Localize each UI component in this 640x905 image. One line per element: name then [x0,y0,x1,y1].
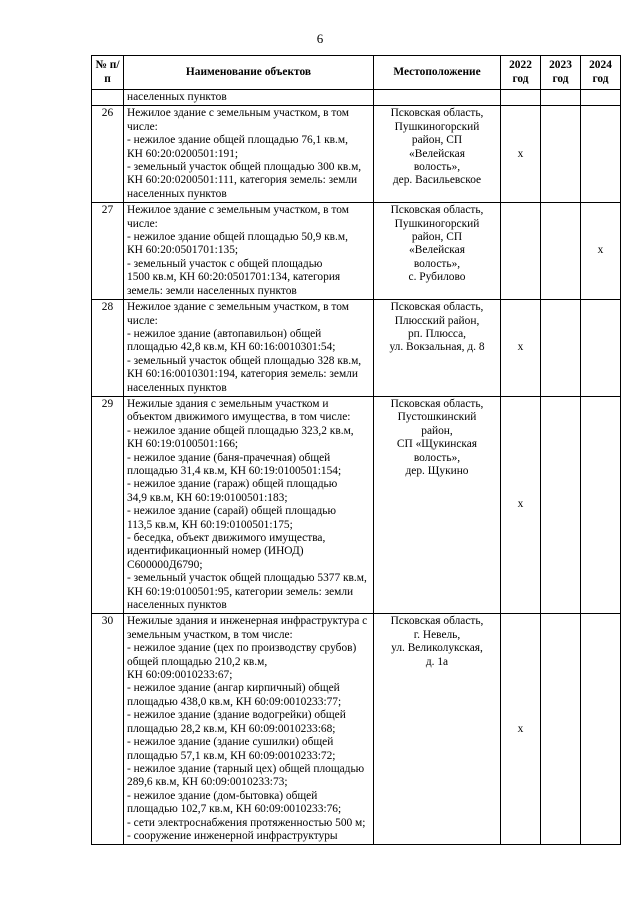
year-2023-mark [541,300,581,397]
object-name-line: КН 60:20:0200501:191; [127,147,239,160]
object-name-line: идентификационный номер (ИНОД) [127,545,304,558]
object-name-line: населенных пунктов [127,381,227,394]
object-name-line: КН 60:19:0100501:166; [127,438,239,451]
object-name-line: площадью 57,1 кв.м, КН 60:09:0010233:72; [127,749,336,762]
location-line: Псковская область, [390,397,484,410]
location-line: ул. Вокзальная, д. 8 [389,341,485,354]
object-name-line: числе: [127,314,158,327]
object-name-cell [124,614,374,845]
location-line: Псковская область, [390,615,484,628]
object-name-line: площадью 28,2 кв.м, КН 60:09:0010233:68; [127,722,336,735]
year-2023-mark [541,106,581,203]
location-cell [374,300,501,397]
location-line: Псковская область, [390,107,484,120]
row-number: 29 [92,396,124,614]
object-name-line: Нежилые здания с земельным участком и [127,397,329,410]
object-name-line: КН 60:09:0010233:67; [127,669,233,682]
location-line: Псковская область, [390,301,484,314]
object-name-line: - сооружение инженерной инфраструктуры [127,829,338,842]
object-name-line: земель: земли населенных пунктов [127,284,297,297]
location-cell [374,203,501,300]
object-name-line: Нежилые здания и инженерная инфраструктура с [127,615,368,628]
location-line: дер. Васильевское [392,174,482,187]
object-name-line: - нежилое здание (цех по производству срубов) [127,642,357,655]
object-name-line: - нежилое здание общей площадью 76,1 кв.м, [127,134,348,147]
year-2023-mark [541,203,581,300]
object-name-line: - нежилое здание (дом-бытовка) общей [127,789,318,802]
location-line: с. Рубилово [408,271,466,284]
row-number: 27 [92,203,124,300]
object-name-line: - нежилое здание (сарай) общей площадью [127,505,337,518]
row-number: 28 [92,300,124,397]
object-name-line: общей площадью 210,2 кв.м, [127,655,268,668]
object-name-line: - земельный участок общей площадью 300 кв.м, [127,161,362,174]
location-line: Пушкиногорский [394,120,480,133]
object-name-line: 34,9 кв.м, КН 60:19:0100501:183; [127,491,288,504]
object-name-line: КН 60:16:0010301:194, категория земель: земли [127,368,358,381]
object-name-line: площадью 42,8 кв.м, КН 60:16:0010301:54; [127,341,336,354]
object-name-line: Нежилое здание с земельным участком, в том [127,204,349,217]
location-line: район, [421,424,453,437]
year-2024-mark [581,106,621,203]
table-row [92,614,621,845]
location-line: район, СП [411,134,463,147]
header-2024: 2024 год [581,56,621,90]
location-line: «Велейская [409,244,465,257]
object-name-line: КН 60:20:0200501:111, категория земель: земли [127,174,358,187]
location-line: волость», [413,161,461,174]
object-name-line: числе: [127,217,158,230]
object-name-cell [124,300,374,397]
object-name-line: - нежилое здание (баня-прачечная) общей [127,451,331,464]
table-row [92,106,621,203]
object-name-cell [124,203,374,300]
row-number: 30 [92,614,124,845]
object-name-line: - земельный участок общей площадью 5377 кв.м, [127,572,367,585]
location-line: район, СП [411,231,463,244]
header-2022: 2022 год [501,56,541,90]
year-2022-mark: x [501,300,541,397]
object-name-line: населенных пунктов [127,187,227,200]
object-name-line: Нежилое здание с земельным участком, в том [127,301,349,314]
table-row [92,300,621,397]
object-name-line: КН 60:20:0501701:135; [127,244,239,257]
header-num: № п/п [92,56,124,90]
object-name-line: 289,6 кв.м, КН 60:09:0010233:73; [127,776,288,789]
object-name-line: КН 60:19:0100501:95, категории земель: земли [127,585,354,598]
object-name-line: - нежилое здание (автопавильон) общей [127,327,322,340]
object-name-line: - нежилое здание (ангар кирпичный) общей [127,682,340,695]
year-2023-mark [541,396,581,614]
location-line: Пустошкинский [397,411,477,424]
location-line: Плюсский район, [394,314,480,327]
object-name-line: объектом движимого имущества, в том числе: [127,411,351,424]
object-name-line: 1500 кв.м, КН 60:20:0501701:134, категория [127,271,341,284]
object-name-line: площадью 31,4 кв.м, КН 60:19:0100501:154; [127,464,342,477]
location-cell [374,614,501,845]
location-line: г. Невель, [413,628,461,641]
row-number: 26 [92,106,124,203]
location-line: ул. Великолукская, [391,642,483,655]
year-2022-mark [501,203,541,300]
object-name-line: - нежилое здание (здание водогрейки) общей [127,709,346,722]
object-name-line: - нежилое здание (тарный цех) общей площадью [127,762,365,775]
object-name-line: - земельный участок с общей площадью [127,257,323,270]
object-name-line: площадью 438,0 кв.м, КН 60:09:0010233:77; [127,695,342,708]
objects-table [91,55,621,845]
object-name-line: С600000Д6790; [127,558,203,571]
header-2023: 2023 год [541,56,581,90]
continuation-text: населенных пунктов [124,90,374,106]
object-name-line: - сети электроснабжения протяженностью 500 м; [127,816,366,829]
object-name-line: Нежилое здание с земельным участком, в том [127,107,349,120]
table-row [92,396,621,614]
object-name-line: - нежилое здание общей площадью 323,2 кв.м, [127,424,354,437]
object-name-line: 113,5 кв.м, КН 60:19:0100501:175; [127,518,293,531]
year-2024-mark [581,396,621,614]
location-line: СП «Щукинская [396,438,478,451]
location-line: дер. Щукино [405,464,469,477]
header-name: Наименование объектов [124,56,374,90]
year-2023-mark [541,614,581,845]
object-name-line: земельным участком, в том числе: [127,628,293,641]
object-name-line: - нежилое здание общей площадью 50,9 кв.м, [127,231,348,244]
year-2022-mark: x [501,614,541,845]
location-line: Пушкиногорский [394,217,480,230]
page-number: 6 [316,31,324,46]
continuation-row [92,90,621,106]
object-name-line: - нежилое здание (здание сушилки) общей [127,736,334,749]
location-line: волость», [413,257,461,270]
table-row [92,203,621,300]
year-2022-mark: x [501,106,541,203]
location-line: «Велейская [409,147,465,160]
object-name-line: числе: [127,120,158,133]
object-name-line: площадью 102,7 кв.м, КН 60:09:0010233:76; [127,803,342,816]
object-name-cell [124,396,374,614]
location-line: волость», [413,451,461,464]
location-line: Псковская область, [390,204,484,217]
object-name-cell [124,106,374,203]
location-line: д. 1а [425,655,449,668]
location-cell [374,106,501,203]
location-cell [374,396,501,614]
object-name-line: - беседка, объект движимого имущества, [127,532,326,544]
object-name-line: - земельный участок общей площадью 328 кв.м, [127,354,362,367]
table-header-row [92,56,621,90]
object-name-line: - нежилое здание (гараж) общей площадью [127,478,338,491]
year-2024-mark [581,614,621,845]
object-name-line: населенных пунктов [127,599,227,612]
location-line: рп. Плюсса, [407,327,467,340]
year-2024-mark: x [581,203,621,300]
year-2022-mark: x [501,396,541,614]
year-2024-mark [581,300,621,397]
header-location: Местоположение [374,56,501,90]
